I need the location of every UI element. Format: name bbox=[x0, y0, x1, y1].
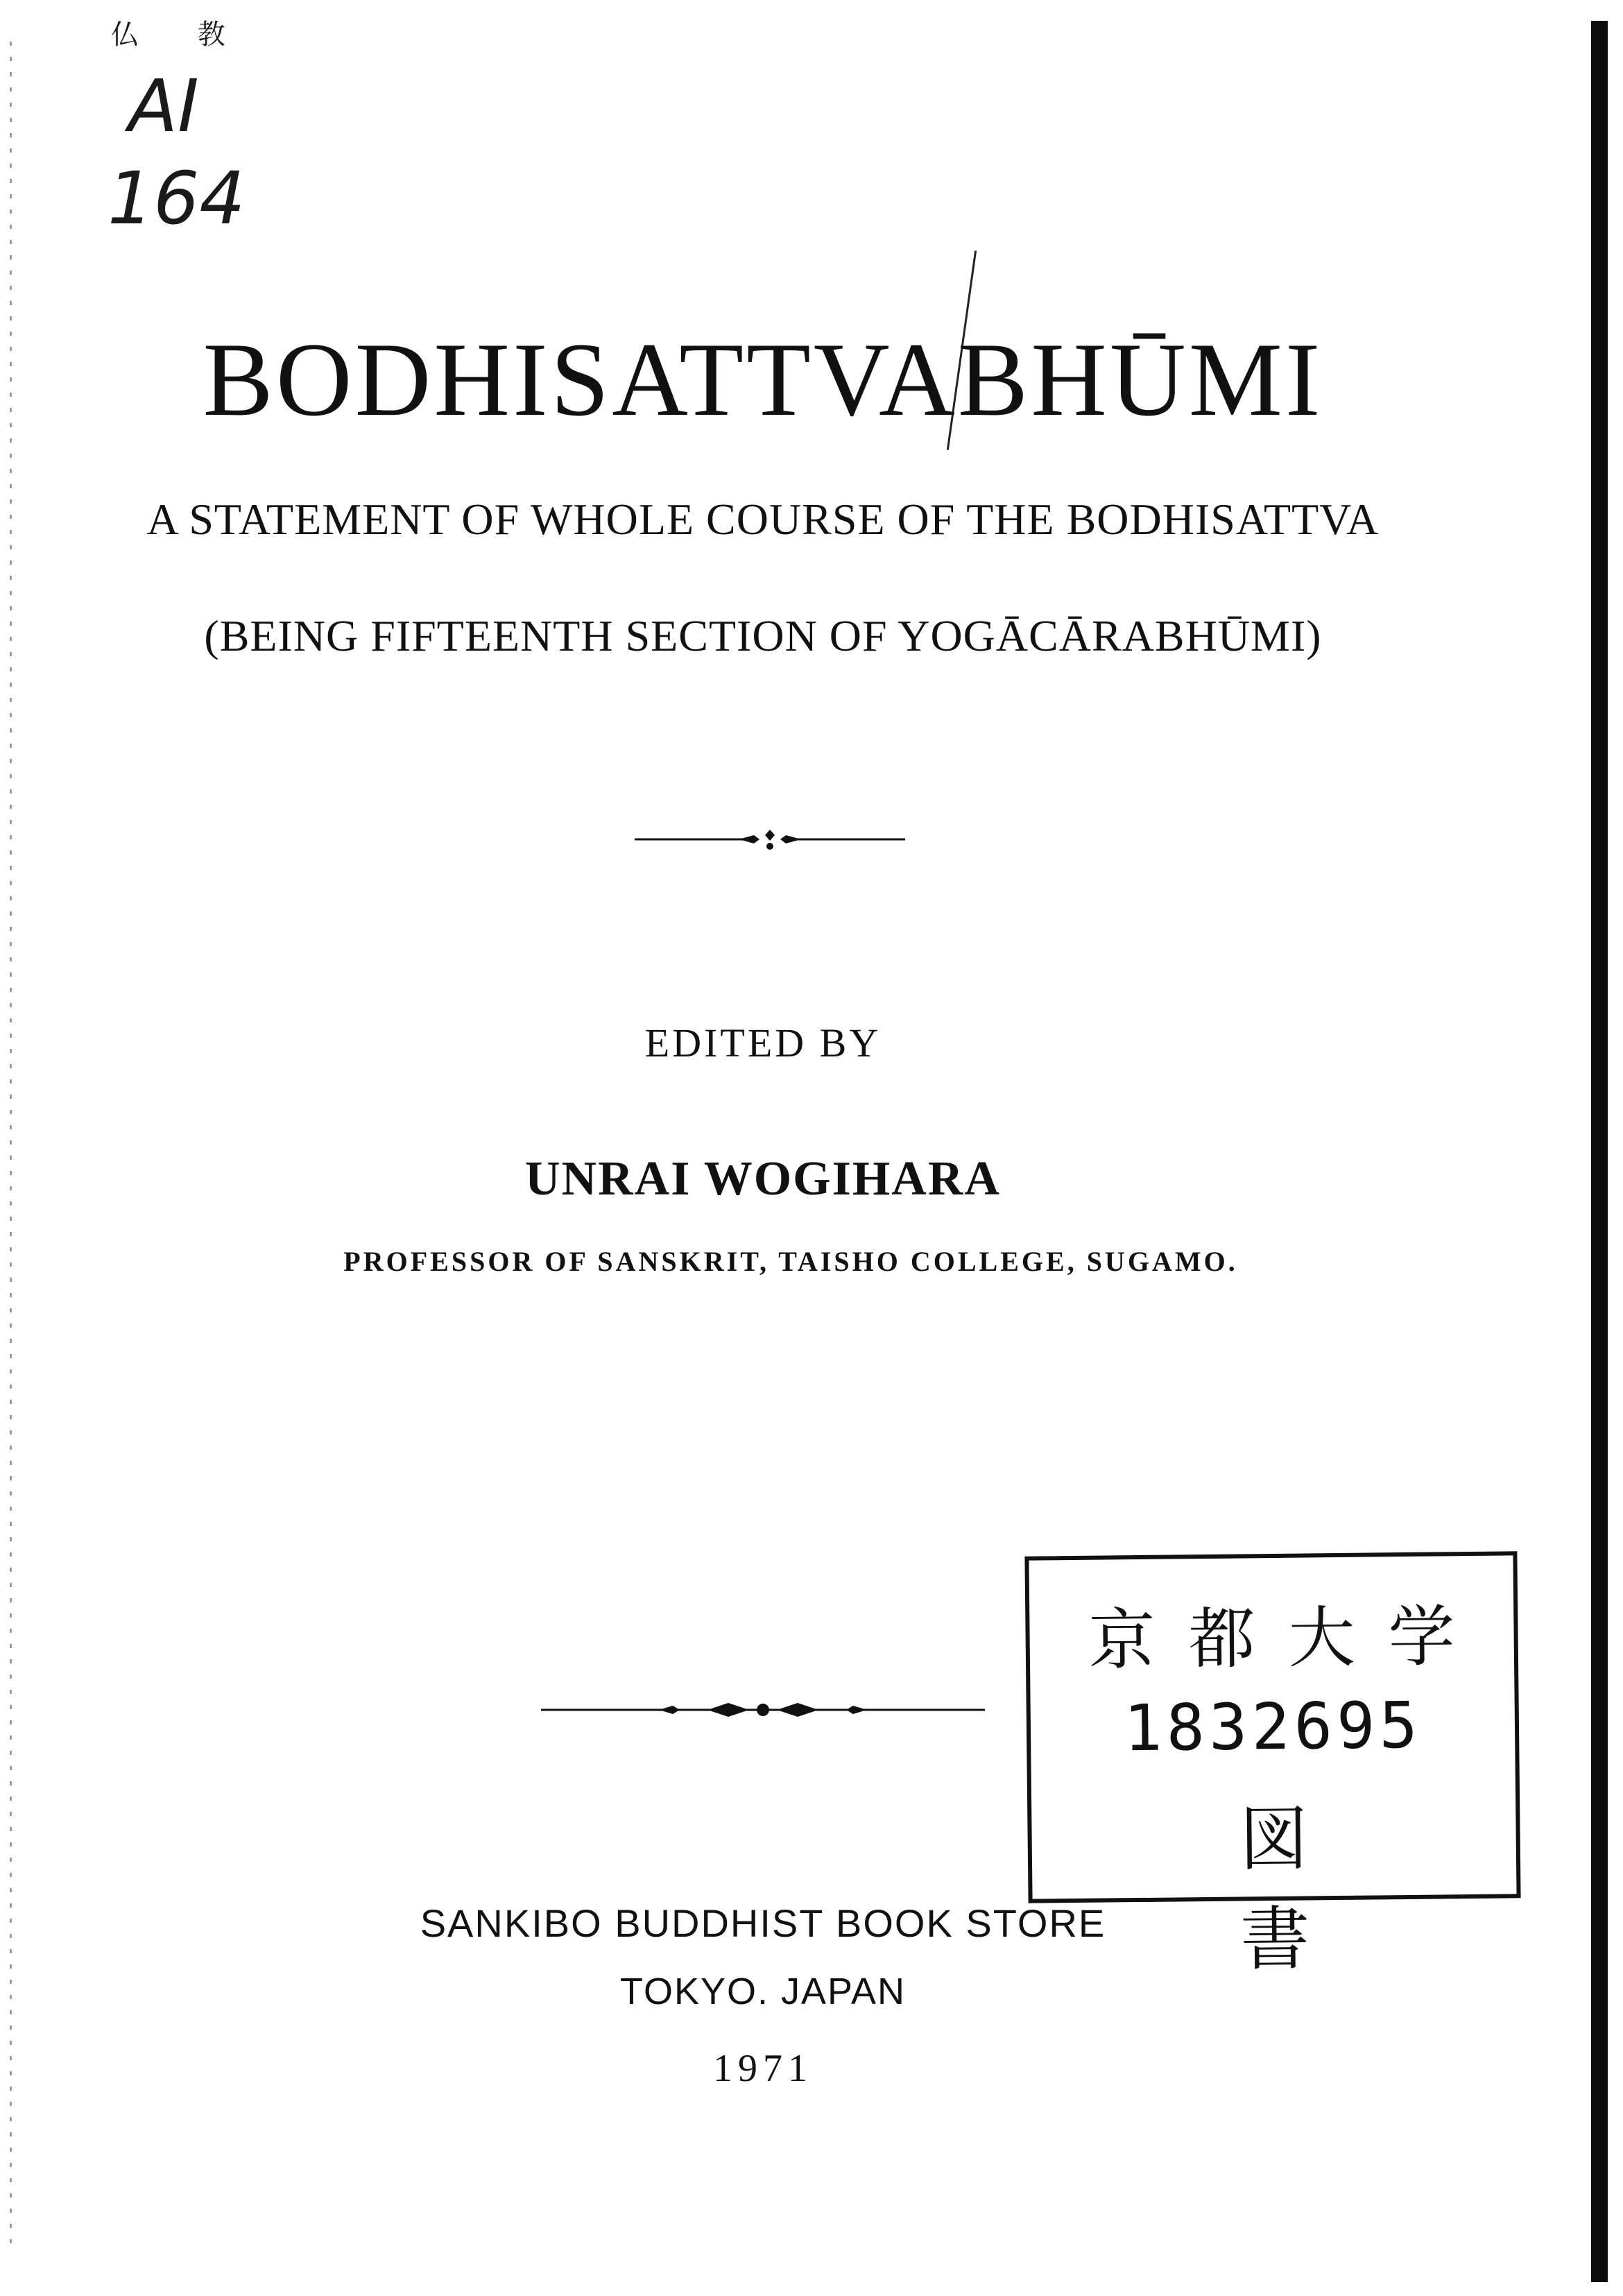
publisher-city: TOKYO. JAPAN bbox=[619, 1971, 907, 2012]
book-subtitle: A STATEMENT OF WHOLE COURSE OF THE BODHISATTVA bbox=[146, 495, 1380, 544]
book-section-note: (BEING FIFTEENTH SECTION OF YOGĀCĀRABHŪMI) bbox=[204, 611, 1322, 660]
stamp-library-label: 図書 bbox=[1239, 1796, 1477, 1980]
stamp-institution: 京都大学 bbox=[1088, 1597, 1489, 1679]
ornament-divider-bottom bbox=[541, 1693, 985, 1727]
editor-name: UNRAI WOGIHARA bbox=[525, 1152, 1001, 1206]
scan-edge-bar bbox=[1591, 21, 1608, 2282]
publisher-name: SANKIBO BUDDHIST BOOK STORE bbox=[420, 1901, 1106, 1945]
handwritten-call-number-line1: AI bbox=[128, 64, 199, 148]
edited-by-label: EDITED BY bbox=[644, 1020, 882, 1065]
handwritten-call-number-line2: 164 bbox=[108, 156, 246, 241]
book-title: BODHISATTVABHŪMI bbox=[203, 321, 1323, 438]
stamp-accession-number: 1832695 bbox=[1123, 1688, 1423, 1766]
handwritten-subject-note: 仏 教 bbox=[111, 19, 250, 51]
editor-affiliation: PROFESSOR OF SANSKRIT, TAISHO COLLEGE, SUGAMO. bbox=[343, 1246, 1238, 1277]
publication-year: 1971 bbox=[713, 2047, 813, 2090]
library-stamp bbox=[1024, 1551, 1520, 1980]
ornament-divider-top bbox=[635, 825, 905, 853]
